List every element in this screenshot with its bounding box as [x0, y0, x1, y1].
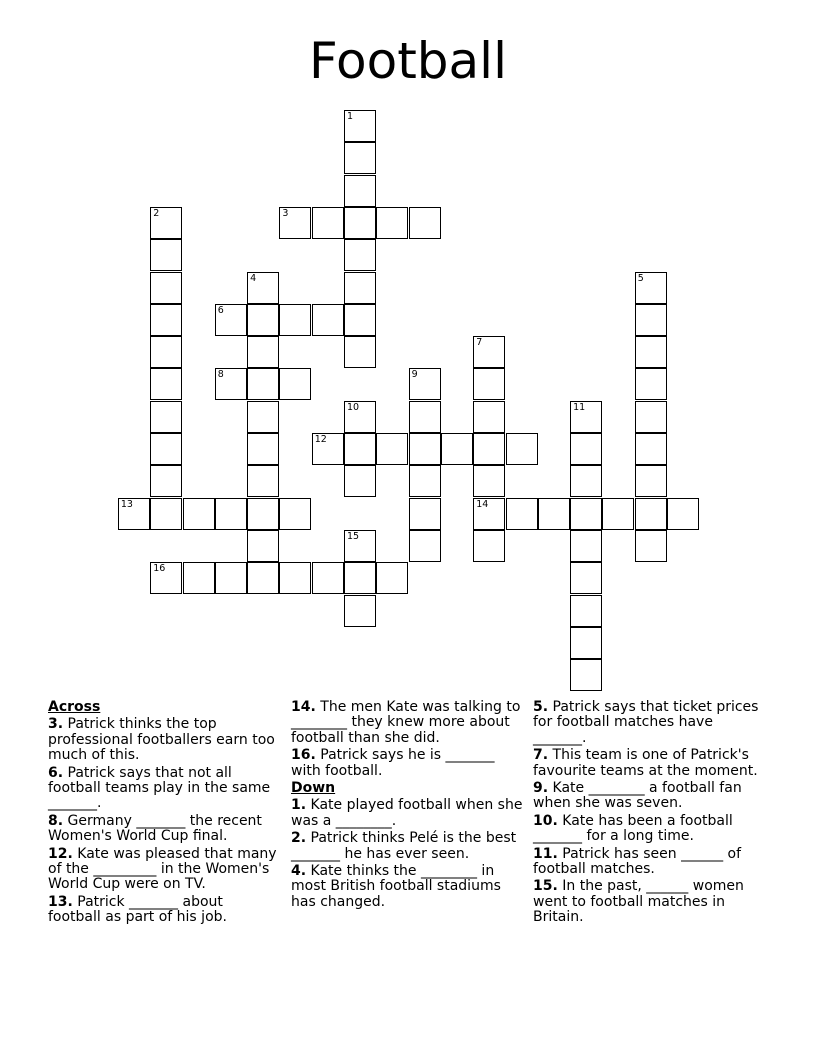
cell-number: 9 — [411, 369, 418, 381]
grid-cell[interactable] — [667, 498, 699, 530]
grid-cell[interactable] — [570, 562, 602, 594]
grid-cell[interactable] — [247, 562, 279, 594]
grid-cell[interactable] — [409, 368, 441, 400]
grid-cell[interactable] — [344, 530, 376, 562]
grid-cell[interactable] — [344, 401, 376, 433]
grid-cell[interactable] — [312, 433, 344, 465]
grid-cell[interactable] — [473, 465, 505, 497]
grid-cell[interactable] — [279, 207, 311, 239]
grid-cell[interactable] — [570, 401, 602, 433]
clue-text: Patrick says that ticket prices for football matches have _______. — [533, 699, 759, 746]
grid-cell[interactable] — [570, 659, 602, 691]
grid-cell[interactable] — [344, 207, 376, 239]
grid-cell[interactable] — [150, 368, 182, 400]
clue-down-4 — [291, 864, 523, 910]
grid-cell[interactable] — [312, 304, 344, 336]
grid-cell[interactable] — [570, 595, 602, 627]
down-heading: Down — [291, 780, 336, 797]
grid-cell[interactable] — [409, 433, 441, 465]
cell-number: 11 — [573, 401, 586, 413]
clue-text: Patrick thinks the top professional footballers earn too much of this. — [48, 716, 275, 764]
grid-cell[interactable] — [150, 401, 182, 433]
cell-number: 15 — [347, 530, 360, 542]
clue-text: Patrick thinks Pelé is the best _______ he has ever seen. — [291, 830, 517, 862]
grid-cell[interactable] — [409, 530, 441, 562]
clues-column-3 — [533, 700, 765, 928]
grid-cell[interactable] — [215, 562, 247, 594]
grid-cell[interactable] — [409, 498, 441, 530]
grid-cell[interactable] — [215, 368, 247, 400]
grid-cell[interactable] — [538, 498, 570, 530]
grid-cell[interactable] — [635, 498, 667, 530]
grid-cell[interactable] — [247, 336, 279, 368]
grid-cell[interactable] — [473, 498, 505, 530]
grid-cell[interactable] — [570, 530, 602, 562]
grid-cell[interactable] — [344, 595, 376, 627]
grid-cell[interactable] — [344, 336, 376, 368]
clue-number: 6. — [48, 764, 64, 781]
clue-text: Patrick has seen ______ of football matches. — [533, 845, 742, 878]
grid-cell[interactable] — [279, 498, 311, 530]
clue-across-13 — [48, 895, 280, 926]
grid-cell[interactable] — [506, 433, 538, 465]
cell-number: 8 — [217, 369, 224, 381]
clue-number: 13. — [48, 893, 73, 910]
clue-across-12 — [48, 847, 280, 893]
clue-text: Kate was pleased that many of the _________ in the Women's World Cup were on TV. — [48, 845, 277, 893]
cell-number: 13 — [120, 498, 133, 510]
clue-number: 10. — [533, 812, 558, 829]
clue-number: 5. — [533, 699, 549, 715]
clue-number: 8. — [48, 812, 64, 829]
clue-across-6 — [48, 766, 280, 812]
grid-cell[interactable] — [344, 465, 376, 497]
grid-cell[interactable] — [247, 272, 279, 304]
clues-column-1 — [48, 700, 280, 928]
clue-text: Kate has been a football _______ for a long time. — [533, 812, 733, 845]
clue-text: Kate played football when she was a ________. — [291, 797, 523, 829]
cell-number: 14 — [476, 498, 489, 510]
cell-number: 7 — [476, 337, 483, 349]
cell-number: 6 — [217, 304, 224, 316]
grid-cell[interactable] — [118, 498, 150, 530]
grid-cell[interactable] — [247, 433, 279, 465]
clue-text: Germany _______ the recent Women's World Cup final. — [48, 812, 262, 845]
grid-cell[interactable] — [635, 433, 667, 465]
grid-cell[interactable] — [506, 498, 538, 530]
grid-cell[interactable] — [473, 336, 505, 368]
clue-across-3 — [48, 717, 280, 763]
grid-cell[interactable] — [150, 498, 182, 530]
cell-number: 4 — [250, 272, 257, 284]
clue-text: Patrick says he is _______ with football. — [291, 747, 495, 779]
grid-cell[interactable] — [635, 272, 667, 304]
grid-cell[interactable] — [247, 368, 279, 400]
grid-cell[interactable] — [635, 401, 667, 433]
cell-number: 5 — [637, 272, 644, 284]
clues-column-2 — [291, 700, 523, 912]
grid-cell[interactable] — [376, 207, 408, 239]
clue-down-1 — [291, 798, 523, 829]
grid-cell[interactable] — [473, 433, 505, 465]
grid-cell[interactable] — [279, 562, 311, 594]
clue-number: 7. — [533, 747, 549, 764]
clue-number: 4. — [291, 863, 307, 880]
grid-cell[interactable] — [635, 465, 667, 497]
grid-cell[interactable] — [376, 433, 408, 465]
grid-cell[interactable] — [344, 304, 376, 336]
clue-text: Kate thinks the ________ in most British football stadiums has changed. — [291, 863, 501, 910]
clue-text: Patrick says that not all football teams play in the same _______. — [48, 764, 271, 812]
grid-cell[interactable] — [247, 465, 279, 497]
grid-cell[interactable] — [635, 368, 667, 400]
grid-cell[interactable] — [183, 562, 215, 594]
grid-cell[interactable] — [570, 433, 602, 465]
grid-cell[interactable] — [150, 433, 182, 465]
grid-cell[interactable] — [344, 272, 376, 304]
clue-number: 1. — [291, 797, 307, 814]
clue-text: Patrick _______ about football as part of his job. — [48, 893, 227, 926]
grid-cell[interactable] — [602, 498, 634, 530]
clue-number: 9. — [533, 780, 549, 797]
page-title: Football — [309, 32, 507, 90]
cell-number: 10 — [347, 401, 360, 413]
grid-cell[interactable] — [570, 465, 602, 497]
clue-number: 3. — [48, 716, 64, 733]
grid-cell[interactable] — [247, 530, 279, 562]
grid-cell[interactable] — [473, 401, 505, 433]
grid-cell[interactable] — [344, 239, 376, 271]
grid-cell[interactable] — [635, 336, 667, 368]
grid-cell[interactable] — [344, 142, 376, 174]
grid-cell[interactable] — [150, 336, 182, 368]
grid-cell[interactable] — [344, 110, 376, 142]
grid-cell[interactable] — [376, 562, 408, 594]
clue-down-11 — [533, 847, 765, 878]
grid-cell[interactable] — [473, 530, 505, 562]
clue-down-7 — [533, 748, 765, 779]
cell-number: 12 — [314, 434, 327, 445]
across-heading: Across — [48, 699, 101, 715]
grid-cell[interactable] — [150, 207, 182, 239]
grid-cell[interactable] — [150, 304, 182, 336]
grid-cell[interactable] — [441, 433, 473, 465]
grid-cell[interactable] — [312, 562, 344, 594]
clue-number: 11. — [533, 845, 558, 862]
clue-down-10 — [533, 814, 765, 845]
grid-cell[interactable] — [635, 304, 667, 336]
grid-cell[interactable] — [150, 272, 182, 304]
clue-number: 14. — [291, 699, 316, 715]
cell-number: 2 — [153, 207, 160, 219]
grid-cell[interactable] — [570, 627, 602, 659]
grid-cell[interactable] — [150, 465, 182, 497]
clue-number: 16. — [291, 747, 316, 764]
grid-cell[interactable] — [344, 175, 376, 207]
clue-across-14 — [291, 700, 523, 746]
clue-across-8 — [48, 814, 280, 845]
grid-cell[interactable] — [279, 304, 311, 336]
grid-cell[interactable] — [183, 498, 215, 530]
clue-text: Kate ________ a football fan when she was seven. — [533, 780, 742, 812]
clue-text: The men Kate was talking to ________ they knew more about football than she did. — [291, 699, 521, 746]
grid-cell[interactable] — [344, 433, 376, 465]
clue-down-9 — [533, 781, 765, 812]
grid-cell[interactable] — [570, 498, 602, 530]
grid-cell[interactable] — [635, 530, 667, 562]
grid-cell[interactable] — [247, 401, 279, 433]
clue-text: In the past, ______ women went to football matches in Britain. — [533, 878, 744, 926]
grid-cell[interactable] — [409, 207, 441, 239]
grid-cell[interactable] — [473, 368, 505, 400]
clue-across-16 — [291, 748, 523, 779]
cell-number: 3 — [282, 207, 289, 219]
clue-down-15 — [533, 879, 765, 925]
grid-cell[interactable] — [247, 498, 279, 530]
grid-cell[interactable] — [279, 368, 311, 400]
grid-cell[interactable] — [312, 207, 344, 239]
cell-number: 1 — [347, 111, 354, 122]
grid-cell[interactable] — [247, 304, 279, 336]
grid-cell[interactable] — [409, 465, 441, 497]
grid-cell[interactable] — [344, 562, 376, 594]
clue-number: 12. — [48, 845, 73, 862]
clue-number: 15. — [533, 878, 558, 895]
grid-cell[interactable] — [409, 401, 441, 433]
grid-cell[interactable] — [150, 562, 182, 594]
grid-cell[interactable] — [150, 239, 182, 271]
clue-down-5 — [533, 700, 765, 746]
cell-number: 16 — [153, 563, 166, 575]
clue-number: 2. — [291, 830, 307, 847]
grid-cell[interactable] — [215, 498, 247, 530]
clue-text: This team is one of Patrick's favourite teams at the moment. — [533, 747, 758, 779]
grid-cell[interactable] — [215, 304, 247, 336]
clue-down-2 — [291, 831, 523, 862]
